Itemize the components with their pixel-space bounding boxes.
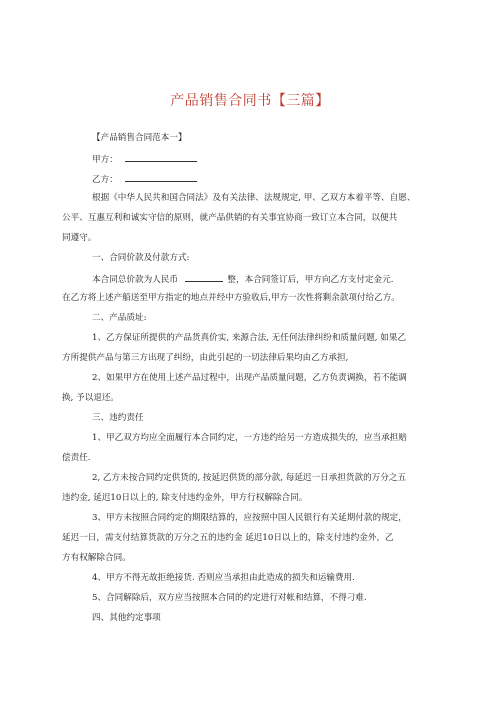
paragraph-line: 3、甲方未按照合同约定的期限结算的，应按照中国人民银行有关延期付款的规定， xyxy=(92,513,407,523)
paragraph-line: 1、甲乙双方均应全面履行本合同约定，一方违约给另一方造成损失的，应当承担赔 xyxy=(92,433,407,443)
paragraph-line: 延迟一日，需支付结算货款的万分之五的违约金 延迟10日以上的，除支付违约金外，乙 xyxy=(62,533,394,543)
section-heading: 三、违约责任 xyxy=(92,413,144,423)
paragraph-line: 换, 予以退还。 xyxy=(62,393,120,403)
paragraph-line: 方所提供产品与第三方出现了纠纷，由此引起的一切法律后果均由乙方承担, xyxy=(62,353,349,363)
price-text: 整，本合同签订后，甲方向乙方支付定金元. xyxy=(227,275,394,285)
paragraph-line: 同遵守。 xyxy=(62,233,97,243)
paragraph-line: 偿责任. xyxy=(62,453,91,463)
section-heading: 四、其他约定事项 xyxy=(92,613,161,623)
party-b-label: 乙方： xyxy=(92,175,118,185)
paragraph-line: 根据《中华人民共和国合同法》及有关法律、法规规定, 甲、乙双方本着平等、自愿、 xyxy=(92,193,416,203)
section-heading: 一、合同价款及付款方式: xyxy=(92,253,190,263)
paragraph-line: 方有权解除合同。 xyxy=(62,553,131,563)
price-row xyxy=(92,273,393,286)
party-a-label: 甲方： xyxy=(92,155,118,165)
party-b-row xyxy=(92,173,197,186)
document-title: 产品销售合同书【三篇】 xyxy=(170,93,330,109)
paragraph-line: 1、乙方保证所提供的产品货真价实, 来源合法, 无任何法律纠纷和质量问题, 如果乙 xyxy=(92,333,407,343)
price-label: 本合同总价款为人民币 xyxy=(92,275,178,285)
paragraph-line: 在乙方将上述产船送至甲方指定的地点并经中方验收后,甲方一次性将剩余款项付给乙方。 xyxy=(62,293,400,303)
section-heading: 二、产品质址: xyxy=(92,313,147,323)
paragraph-line: 2, 乙方未按合同约定供货的, 按延迟供货的部分款, 每延迟一日承担货款的万分之五 xyxy=(92,473,407,483)
party-a-blank xyxy=(125,153,197,162)
section-heading: 【产品销售合同范本一】 xyxy=(92,133,187,143)
paragraph-line: 违约金, 延迟10日以上的, 除支付违约金外，甲方行权解除合同。 xyxy=(62,493,308,503)
paragraph-line: 5、合同解除后，双方应当按照本合同的约定进行对帐和结算，不得刁难. xyxy=(92,593,367,603)
paragraph-line: 2、如果甲方在使用上述产品过程中，出现产品质量问题，乙方负责调换，若不能调 xyxy=(92,373,407,383)
paragraph-line: 4、甲方不得无故拒绝接货. 否则应当承担由此造成的损失和运输费用. xyxy=(92,573,355,583)
party-b-blank xyxy=(125,173,197,182)
paragraph-line: 公平、互惠互利和诚实守信的原则，就产品供销的有关事宜协商一致订立本合同，以便共 xyxy=(62,213,398,223)
price-blank xyxy=(185,273,223,282)
party-a-row xyxy=(92,153,197,166)
